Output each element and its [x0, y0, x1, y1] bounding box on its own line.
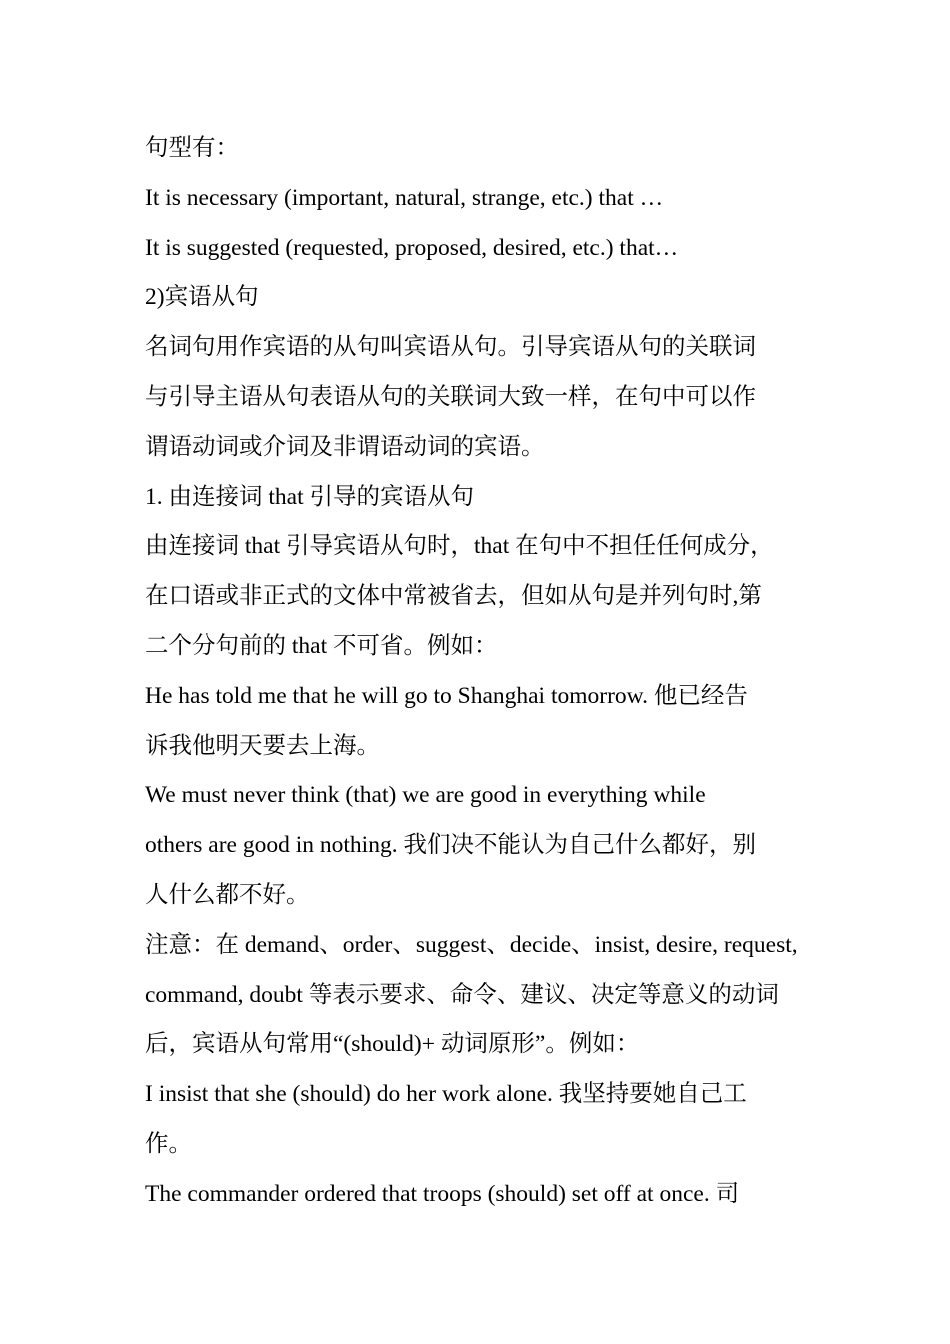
text-line: It is suggested (requested, proposed, desired, etc.) that…: [145, 234, 679, 261]
example-line: others are good in nothing. 我们决不能认为自己什么都好，别: [145, 832, 756, 859]
text-line: 谓语动词或介词及非谓语动词的宾语。: [145, 433, 545, 460]
example-line: 人什么都不好。: [145, 881, 310, 908]
section-heading: 2)宾语从句: [145, 284, 259, 311]
document-body: [145, 124, 810, 1220]
note-line: 注意：在 demand、order、suggest、decide、insist, desire, request,: [145, 931, 798, 958]
example-line: 诉我他明天要去上海。: [145, 732, 380, 759]
text-line: 二个分句前的 that 不可省。例如：: [145, 632, 498, 659]
text-line: It is necessary (important, natural, strange, etc.) that …: [145, 184, 664, 211]
example-line: We must never think (that) we are good in everything while: [145, 782, 706, 809]
text-line: 在口语或非正式的文体中常被省去，但如从句是并列句时,第: [145, 583, 762, 610]
text-line: 名词句用作宾语的从句叫宾语从句。引导宾语从句的关联词: [145, 334, 756, 361]
text-line: 句型有：: [145, 135, 239, 161]
text-line: 由连接词 that 引导宾语从句时，that 在句中不担任任何成分，: [145, 533, 774, 560]
example-line: 作。: [145, 1130, 192, 1157]
note-line: command, doubt 等表示要求、命令、建议、决定等意义的动词: [145, 981, 779, 1008]
example-line: I insist that she (should) do her work alone. 我坚持要她自己工: [145, 1081, 747, 1108]
subsection-heading: 1. 由连接词 that 引导的宾语从句: [145, 483, 474, 510]
example-line: He has told me that he will go to Shanghai tomorrow. 他已经告: [145, 682, 748, 709]
example-line: The commander ordered that troops (should) set off at once. 司: [145, 1180, 740, 1207]
note-line: 后，宾语从句常用“(should)+ 动词原形”。例如：: [145, 1031, 640, 1058]
text-line: 与引导主语从句表语从句的关联词大致一样，在句中可以作: [145, 383, 756, 410]
